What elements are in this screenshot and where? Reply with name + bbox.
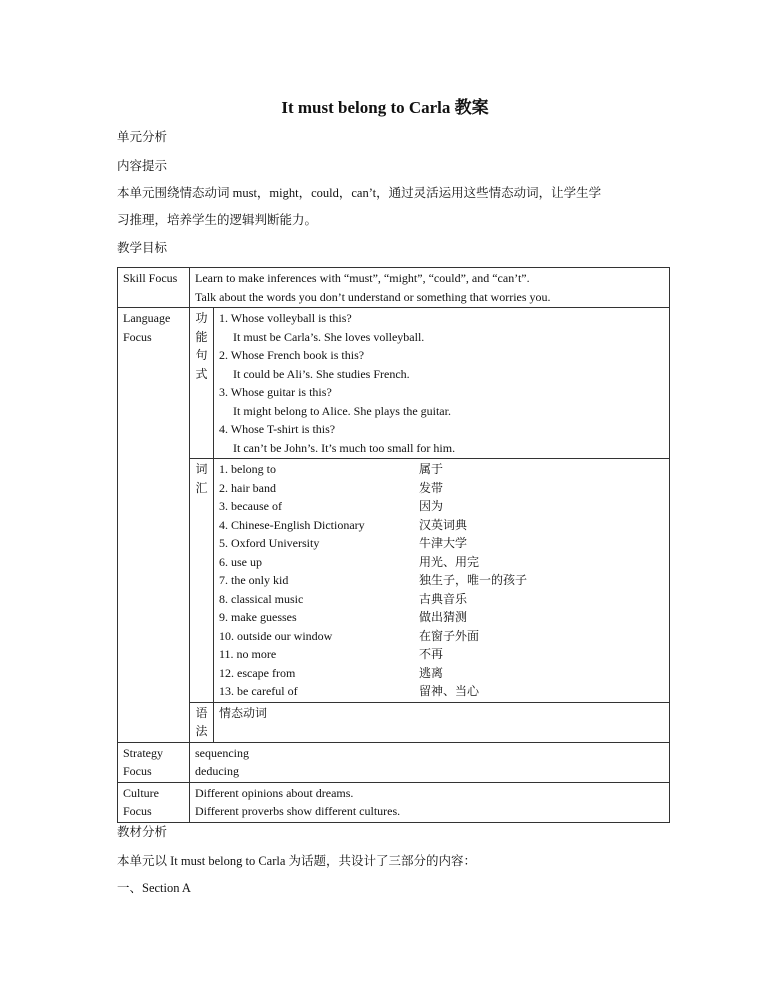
vocab-en: 11. no more <box>219 647 277 661</box>
vocab-zh: 用光、用完 <box>419 554 480 569</box>
vocab-item <box>219 571 664 590</box>
vocab-item <box>219 682 664 701</box>
function-line: It might belong to Alice. She plays the guitar. <box>233 403 451 418</box>
vocab-en: 3. because of <box>219 499 282 513</box>
function-line: 3. Whose guitar is this? <box>219 385 332 399</box>
vocab-item <box>219 534 664 553</box>
vocab-en: 10. outside our window <box>219 628 333 643</box>
culture-focus-label: Culture Focus <box>118 782 190 822</box>
skill-line: Learn to make inferences with “must”, “might”, “could”, and “can’t”. <box>195 271 530 285</box>
function-line: It must be Carla’s. She loves volleyball. <box>233 329 425 344</box>
culture-focus-content <box>190 782 670 822</box>
intro-line-2: 习推理，培养学生的逻辑判断能力。 <box>117 213 318 227</box>
grammar-content: 情态动词 <box>214 702 670 742</box>
skill-focus-content <box>190 268 670 308</box>
skill-focus-label: Skill Focus <box>118 268 190 308</box>
grammar-sub-label: 语法 <box>190 702 214 742</box>
vocab-item <box>219 497 664 516</box>
strategy-focus-row <box>118 742 670 782</box>
teaching-goals-heading: 教学目标 <box>117 241 168 255</box>
lesson-table <box>117 267 670 823</box>
section-a-line: 一、Section A <box>117 881 191 895</box>
vocab-en: 2. hair band <box>219 480 276 495</box>
vocab-en: 13. be careful of <box>219 684 298 698</box>
vocab-sub-label: 词汇 <box>190 459 214 703</box>
page-title: It must belong to Carla 教案 <box>281 98 489 117</box>
vocab-item <box>219 645 664 664</box>
vocab-item <box>219 516 664 535</box>
strategy-focus-label: Strategy Focus <box>118 742 190 782</box>
vocab-en: 8. classical music <box>219 591 304 606</box>
vocab-en: 4. Chinese-English Dictionary <box>219 517 365 532</box>
skill-line: Talk about the words you don’t understand or something that worries you. <box>195 289 551 304</box>
vocab-zh: 汉英词典 <box>419 517 468 532</box>
function-line: 2. Whose French book is this? <box>219 348 365 362</box>
vocab-zh: 因为 <box>419 499 444 513</box>
strategy-focus-content <box>190 742 670 782</box>
vocab-item <box>219 664 664 683</box>
vocab-zh: 在窗子外面 <box>419 628 480 643</box>
vocab-zh: 不再 <box>419 647 444 661</box>
vocab-zh: 发带 <box>419 480 444 495</box>
vocab-zh: 古典音乐 <box>419 591 468 606</box>
vocab-zh: 独生子，唯一的孩子 <box>419 573 528 587</box>
vocab-item <box>219 479 664 498</box>
vocab-content <box>214 459 670 703</box>
function-line: It could be Ali’s. She studies French. <box>233 366 410 381</box>
vocab-item <box>219 553 664 572</box>
strategy-line: sequencing <box>195 745 249 760</box>
strategy-line: deducing <box>195 764 239 778</box>
vocab-zh: 属于 <box>419 462 444 476</box>
culture-line: Different proverbs show different cultures. <box>195 804 401 818</box>
vocab-item <box>219 590 664 609</box>
language-functions-row <box>118 308 670 459</box>
language-grammar-row <box>118 702 670 742</box>
vocab-en: 6. use up <box>219 554 262 569</box>
culture-focus-row <box>118 782 670 822</box>
material-line: 本单元以 It must belong to Carla 为话题，共设计了三部分的内容： <box>117 854 477 868</box>
vocab-item <box>219 460 664 479</box>
vocab-zh: 留神、当心 <box>419 684 480 698</box>
vocab-item <box>219 608 664 627</box>
vocab-en: 7. the only kid <box>219 573 289 587</box>
vocab-en: 9. make guesses <box>219 610 297 624</box>
vocab-en: 12. escape from <box>219 665 296 680</box>
culture-line: Different opinions about dreams. <box>195 785 354 800</box>
functions-sub-label: 功能句式 <box>190 308 214 459</box>
function-line: 4. Whose T-shirt is this? <box>219 422 336 436</box>
unit-analysis-heading: 单元分析 <box>117 130 168 144</box>
functions-content <box>214 308 670 459</box>
content-hint-heading: 内容提示 <box>117 159 168 173</box>
vocab-item <box>219 627 664 646</box>
function-line: 1. Whose volleyball is this? <box>219 311 352 325</box>
vocab-zh: 逃离 <box>419 665 444 680</box>
vocab-en: 5. Oxford University <box>219 536 320 550</box>
language-vocab-row <box>118 459 670 703</box>
vocab-zh: 牛津大学 <box>419 536 468 550</box>
vocab-zh: 做出猜测 <box>419 610 468 624</box>
vocab-en: 1. belong to <box>219 462 276 476</box>
intro-line-1: 本单元围绕情态动词 must，might，could，can’t，通过灵活运用这些情态动词，让学生学 <box>117 186 602 200</box>
skill-focus-row <box>118 268 670 308</box>
material-analysis-heading: 教材分析 <box>117 825 168 839</box>
language-focus-label: Language Focus <box>118 308 190 743</box>
function-line: It can’t be John’s. It’s much too small for him. <box>233 440 456 455</box>
